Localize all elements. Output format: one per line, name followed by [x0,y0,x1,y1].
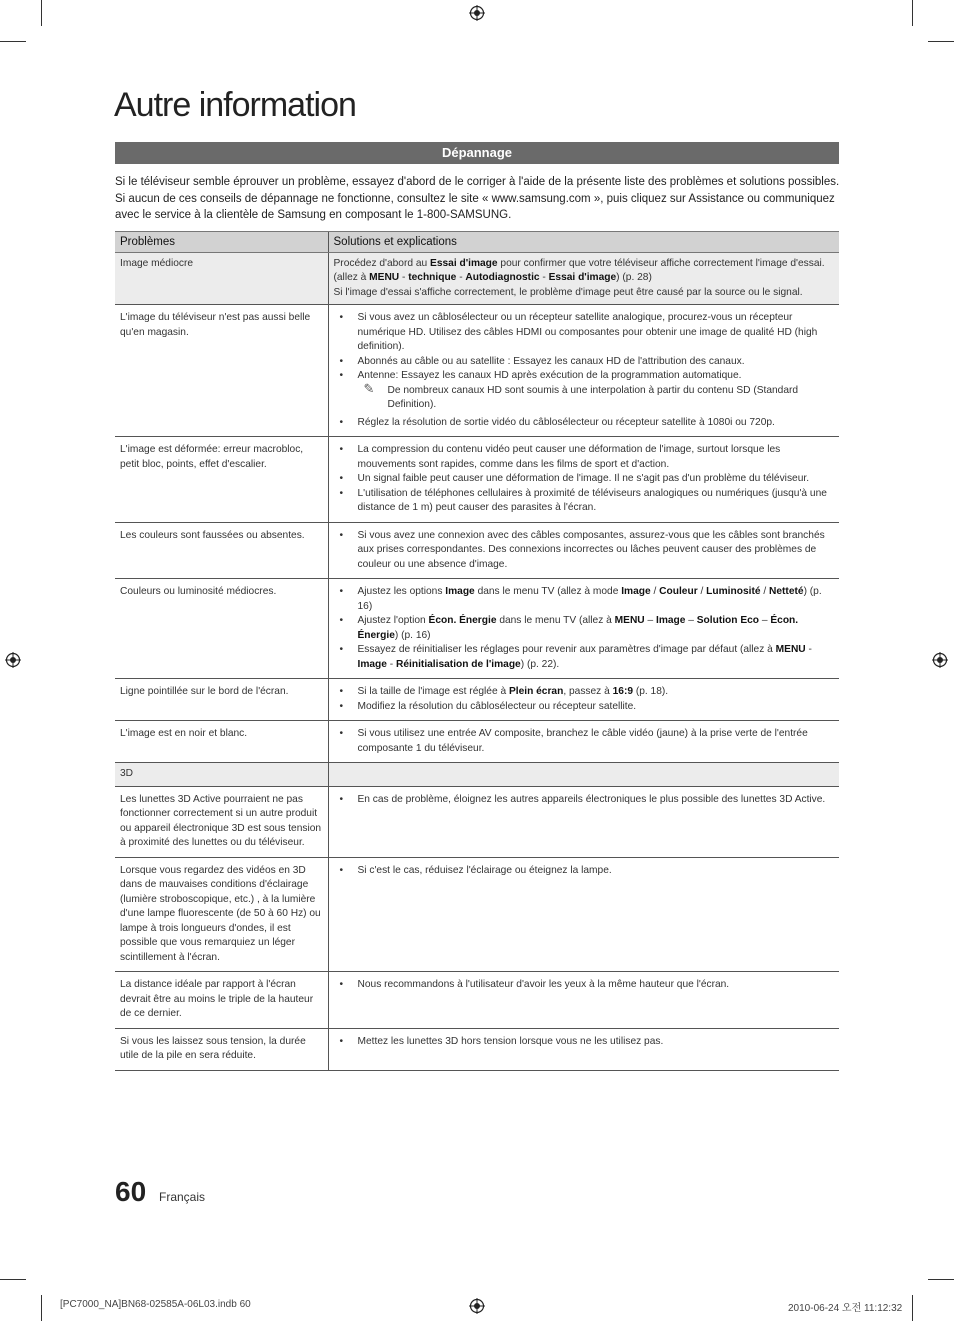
list-item [334,643,835,672]
menu-term: Couleur [659,586,698,597]
bullet: • [339,416,344,428]
list-item [334,416,835,431]
solution-list [334,585,835,672]
list-item-text: , passez à [563,686,613,697]
problem-cell: Les couleurs sont faussées ou absentes. [115,522,328,579]
solution-text: - [399,272,409,283]
list-item-text: – [759,615,771,626]
menu-term: Image [621,586,651,597]
crop-mark [41,1295,42,1321]
problem-cell: L'image du téléviseur n'est pas aussi belle qu'en magasin. [115,305,328,437]
bullet: • [339,728,344,739]
list-item-text: / [650,586,660,597]
table-row [115,1028,839,1070]
solution-cell [328,857,839,972]
list-item-text: Réglez la résolution de sortie vidéo du câblosélecteur ou récepteur satellite à 1080i ou 720p. [357,416,775,428]
bullet: • [339,444,344,455]
menu-term: MENU [614,615,645,626]
list-item [334,355,835,370]
page-title: Autre information [114,86,356,124]
solution-cell [328,579,839,679]
list-item [334,487,835,516]
solution-list [334,529,835,573]
list-item-text: Un signal faible peut causer une déformation de l'image. Il ne s'agit pas d'un problème du téléviseur. [357,473,810,484]
problem-cell: La distance idéale par rapport à l'écran devrait être au moins le triple de la hauteur de ce dernier. [115,972,328,1029]
solution-text: - [456,272,466,283]
pencil-note-icon: ✎ [363,380,375,396]
list-item-text: - [805,644,812,655]
registration-mark-icon [469,5,485,21]
table-row [115,857,839,972]
list-item-text: dans le menu TV (allez à mode [474,586,622,597]
bullet: • [339,686,344,697]
solution-text: pour confirmer que votre téléviseur affiche correctement l'image d'essai. (allez à [333,257,825,283]
registration-mark-icon [5,652,21,668]
crop-mark [0,41,26,42]
list-item-text: Essayez de réinitialiser les réglages pour revenir aux paramètres d'image par défaut (allez à [357,644,776,655]
list-item-text: En cas de problème, éloignez les autres appareils électroniques le plus possible des lunettes 3D Active. [357,793,826,805]
menu-term: technique [408,272,457,283]
table-row [115,786,839,857]
table-row [115,972,839,1029]
menu-term: MENU [369,272,400,283]
solution-cell [328,305,839,437]
list-item [334,472,835,487]
menu-term: Autodiagnostic [465,272,540,283]
troubleshooting-table [115,231,839,1071]
menu-term: Essai d'image [548,272,617,283]
page-number: 60 [115,1176,147,1207]
note [334,380,835,413]
solution-list [334,416,835,431]
menu-term: Image [357,658,387,670]
crop-mark [41,0,42,26]
solution-list [334,685,835,714]
column-header-solutions: Solutions et explications [328,232,839,253]
problem-cell: Les lunettes 3D Active pourraient ne pas fonctionner correctement si un autre produit ou appareil électronique 3D est sous tension à proximité des lunettes ou du téléviseur. [115,786,328,857]
bullet: • [339,586,344,597]
section-label-3d: 3D [115,763,328,787]
list-item-text: – [685,615,697,626]
list-item-text: Si la taille de l'image est réglée à [357,686,509,697]
menu-term: Écon. Énergie [357,615,799,641]
bullet: • [339,793,344,805]
solution-cell [328,972,839,1029]
list-item-text: Nous recommandons à l'utilisateur d'avoir les yeux à la même hauteur que l'écran. [357,979,730,990]
list-item [334,793,835,808]
menu-term: Essai d'image [430,257,498,269]
list-item [334,978,835,993]
menu-term: Écon. Énergie [428,615,497,626]
list-item [334,700,835,715]
crop-mark [928,41,954,42]
language-label: Français [159,1190,206,1204]
list-item-text: Mettez les lunettes 3D hors tension lorsque vous ne les utilisez pas. [357,1035,664,1047]
list-item-text: / [760,586,770,597]
list-item-text: Ajustez les options [357,586,446,597]
problem-cell: Lorsque vous regardez des vidéos en 3D dans de mauvaises conditions d'éclairage (lumière stroboscopique, etc.) , à la lumière d'une lampe fluorescente (de 50 à 60 Hz) ou lampe à trois longueurs d'ondes, il est possible que vous remarquiez un léger scintillement à l'écran. [115,857,328,972]
solution-list [334,864,835,879]
table-row [115,305,839,437]
problem-cell: Ligne pointillée sur le bord de l'écran. [115,679,328,721]
list-item [334,864,835,879]
solution-list [334,1035,835,1050]
note-text: De nombreux canaux HD sont soumis à une interpolation à partir du contenu SD (Standard Definition). [387,384,799,410]
bullet: • [339,1035,344,1047]
table-row [115,437,839,523]
section-banner: Dépannage [115,142,839,164]
crop-mark [912,1295,913,1321]
solution-list [334,727,835,756]
bullet: • [339,370,344,381]
menu-term: 16:9 [612,686,633,697]
list-item [334,529,835,573]
solution-cell [328,721,839,763]
list-item-text: Si vous utilisez une entrée AV composite, branchez le câble vidéo (jaune) à la prise verte de l'entrée composante 1 du téléviseur. [357,728,808,754]
registration-mark-icon [469,1298,485,1314]
table-header-row [115,232,839,253]
menu-term: Réinitialisation de l'image [396,658,521,670]
bullet: • [339,487,344,499]
list-item-text: Modifiez la résolution du câblosélecteur ou récepteur satellite. [357,700,637,712]
column-header-problems: Problèmes [115,232,328,253]
list-item [334,685,835,700]
bullet: • [339,529,344,541]
bullet: • [339,473,344,484]
bullet: • [339,312,344,323]
solution-text: - [539,272,549,283]
solution-cell [328,1028,839,1070]
solution-cell [328,679,839,721]
solution-cell [328,437,839,523]
menu-term: Image [655,615,686,626]
bullet: • [339,864,344,876]
list-item [334,727,835,756]
list-item-text: La compression du contenu vidéo peut causer une déformation de l'image, surtout lorsque les mouvements sont rapides, comme dans les films de sport et d'action. [357,444,781,470]
list-item [334,1035,835,1050]
list-item-text: ) (p. 22). [520,658,560,670]
bullet: • [339,644,344,655]
crop-mark [928,1279,954,1280]
solution-cell [328,763,839,787]
menu-term: MENU [775,644,806,655]
problem-cell: L'image est en noir et blanc. [115,721,328,763]
table-row [115,252,839,305]
bullet: • [339,700,344,712]
menu-term: Netteté [769,586,804,597]
solution-cell [328,522,839,579]
list-item-text: L'utilisation de téléphones cellulaires à proximité de téléviseurs analogiques ou numériques (jusqu'à une distance de 1 m) peut causer des parasites à l'écran. [357,487,827,513]
menu-term: Image [445,586,475,597]
list-item [334,369,835,384]
menu-term: Plein écran [508,686,564,697]
list-item-text: Antenne: Essayez les canaux HD après exécution de la programmation automatique. [357,370,742,381]
list-item-text: - [386,658,397,670]
list-item [334,614,835,643]
solution-text: ) (p. 28) [616,272,652,283]
list-item-text: ) (p. 16) [394,629,431,641]
list-item-text: Si c'est le cas, réduisez l'éclairage ou éteignez la lampe. [357,864,612,876]
list-item-text: Si vous avez un câblosélecteur ou un récepteur satellite analogique, procurez-vous un récepteur numérique HD. Utilisez des câbles HDMI ou composantes pour obtenir une image de qualité HD (high definition). [357,312,818,352]
list-item-text: dans le menu TV (allez à [496,615,615,626]
print-slug-date: 2010-06-24 오전 11:12:32 [788,1303,903,1314]
solution-list [334,978,835,993]
list-item [334,443,835,472]
solution-cell [328,786,839,857]
intro-paragraph: Si le téléviseur semble éprouver un problème, essayez d'abord de le corriger à l'aide de la présente liste des problèmes et solutions possibles. Si aucun de ces conseils de dépannage ne fonctionne, consultez le site « www.samsung.com », puis cliquez sur Assistance ou communiquez avec le service à la clientèle de Samsung en composant le 1-800-SAMSUNG. [115,176,840,221]
problem-cell: L'image est déformée: erreur macrobloc, petit bloc, points, effet d'escalier. [115,437,328,523]
table-row [115,579,839,679]
list-item-text: ) (p. 16) [357,586,822,612]
crop-mark [912,0,913,26]
problem-cell: Image médiocre [115,252,328,305]
bullet: • [339,979,344,990]
problem-cell: Couleurs ou luminosité médiocres. [115,579,328,679]
list-item-text: Si vous avez une connexion avec des câbles composantes, assurez-vous que les câbles sont branchés aux prises correspondantes. Des connexions incorrectes ou lâches peuvent causer des problèmes de couleur ou une absence d'image. [357,529,825,570]
bullet: • [339,355,344,367]
registration-mark-icon [932,652,948,668]
list-item-text: – [644,615,656,626]
list-item-text: / [697,586,707,597]
table-row [115,522,839,579]
crop-mark [0,1279,26,1280]
solution-list [334,311,835,384]
menu-term: Luminosité [706,586,761,597]
problem-cell: Si vous les laissez sous tension, la durée utile de la pile en sera réduite. [115,1028,328,1070]
list-item [334,585,835,614]
solution-list [334,443,835,516]
list-item-text: (p. 18). [633,686,669,697]
list-item-text: Ajustez l'option [357,615,429,626]
list-item [334,311,835,355]
bullet: • [339,615,344,626]
solution-list [334,793,835,808]
table-row [115,679,839,721]
menu-term: Solution Eco [696,615,760,626]
table-section-row [115,763,839,787]
solution-text: Procédez d'abord au [333,257,431,269]
print-slug-file: [PC7000_NA]BN68-02585A-06L03.indb 60 [60,1299,251,1310]
list-item-text: Abonnés au câble ou au satellite : Essayez les canaux HD de l'attribution des canaux. [357,355,745,367]
solution-text: Si l'image d'essai s'affiche correctement, le problème d'image peut être causé par la source ou le signal. [333,286,803,298]
solution-cell [328,252,839,305]
table-row [115,721,839,763]
